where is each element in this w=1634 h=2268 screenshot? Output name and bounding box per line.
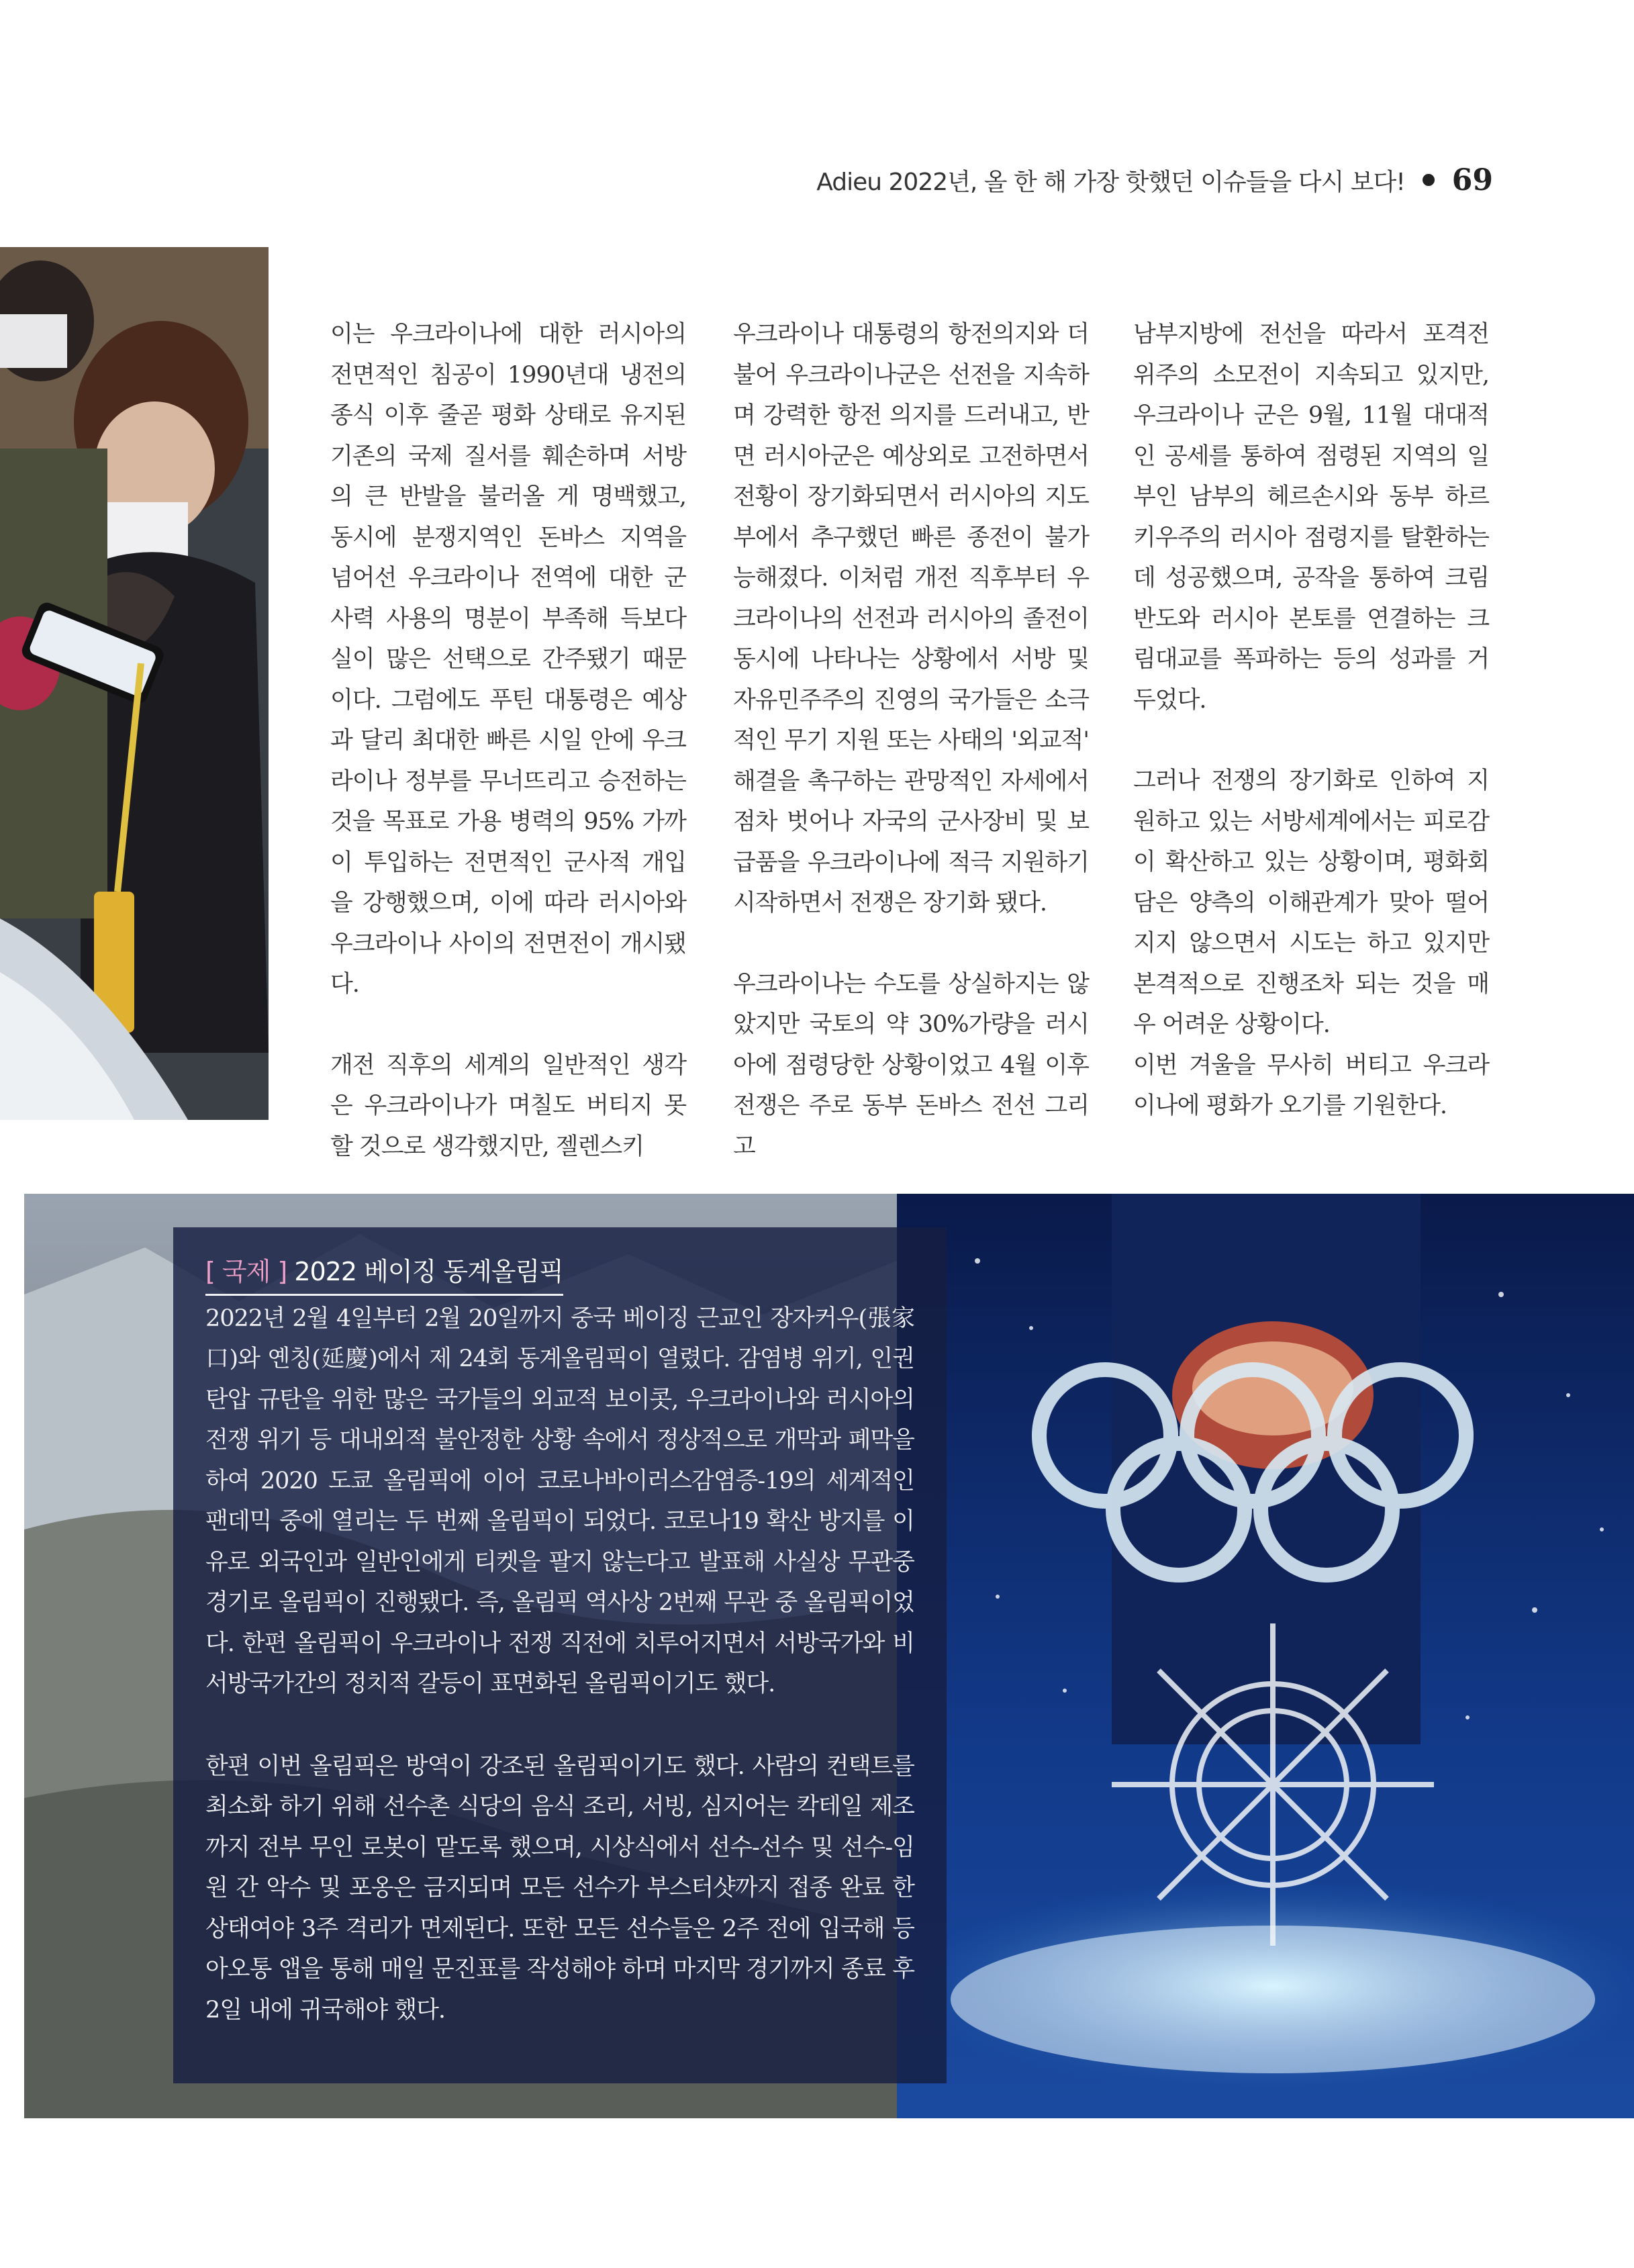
article-paragraph: 남부지방에 전선을 따라서 포격전 위주의 소모전이 지속되고 있지만, 우크라이나 군은 9월, 11월 대대적인 공세를 통하여 점령된 지역의 일부인 남부의 헤르손시와 동부 하르키우주의 러시아 점령지를 탈환하는데 성공했으며, 공작을 통하여 크림반도와 러시아 본토를 연결하는 크림대교를 폭파하는 등의 성과를 거두었다. — [1133, 321, 1489, 714]
article-paragraph: 우크라이나 대통령의 항전의지와 더불어 우크라이나군은 선전을 지속하며 강력한 항전 의지를 드러내고, 반면 러시아군은 예상외로 고전하면서 전황이 장기화되면서 러시아의 지도부에서 추구했던 빠른 종전이 불가능해졌다. 이처럼 개전 직후부터 우크라이나의 선전과 러시아의 졸전이 동시에 나타나는 상황에서 서방 및 자유민주주의 진영의 국가들은 소극적인 무기 지원 또는 사태의 '외교적' 해결을 촉구하는 관망적인 자세에서 점차 벗어나 자국의 군사장비 및 보급품을 우크라이나에 적극 지원하기 시작하면서 전쟁은 장기화 됐다. — [733, 321, 1089, 916]
article-paragraph: 개전 직후의 세계의 일반적인 생각은 우크라이나가 며칠도 버티지 못할 것으로 생각했지만, 젤렌스키 — [330, 1051, 686, 1160]
article-column-1 — [330, 314, 686, 1167]
article-column-2 — [733, 314, 1089, 1167]
box-paragraph: 한편 이번 올림픽은 방역이 강조된 올림픽이기도 했다. 사람의 컨택트를 최소화 하기 위해 선수촌 식당의 음식 조리, 서빙, 심지어는 칵테일 제조까지 전부 무인 로봇이 맡도록 했으며, 시상식에서 선수-선수 및 선수-임원 간 악수 및 포옹은 금지되며 모든 선수가 부스터샷까지 접종 완료 한 상태여야 3주 격리가 면제된다. 또한 모든 선수들은 2주 전에 입국해 등아오통 앱을 통해 매일 문진표를 작성해야 하며 마지막 경기까지 종료 후 2일 내에 귀국해야 했다. — [205, 1752, 914, 2024]
article-paragraph: 그러나 전쟁의 장기화로 인하여 지원하고 있는 서방세계에서는 피로감이 확산하고 있는 상황이며, 평화회담은 양측의 이해관계가 맞아 떨어지지 않으면서 시도는 하고 있지만 본격적으로 진행조차 되는 것을 매우 어려운 상황이다. — [1133, 767, 1489, 1038]
crowd-photo — [0, 247, 269, 1120]
bullet-icon — [1423, 174, 1435, 186]
page-number: 69 — [1451, 162, 1493, 197]
box-title: 2022 베이징 동계올림픽 — [294, 1257, 563, 1286]
article-column-3 — [1133, 314, 1489, 1127]
box-paragraph: 2022년 2월 4일부터 2월 20일까지 중국 베이징 근교인 장자커우(張家口)와 옌칭(延慶)에서 제 24회 동계올림픽이 열렸다. 감염병 위기, 인권 탄압 규탄을 위한 많은 국가들의 외교적 보이콧, 우크라이나와 러시아의 전쟁 위기 등 대내외적 불안정한 상황 속에서 정상적으로 개막과 폐막을 하여 2020 도쿄 올림픽에 이어 코로나바이러스감염증-19의 세계적인 팬데믹 중에 열리는 두 번째 올림픽이 되었다. 코로나19 확산 방지를 이유로 외국인과 일반인에게 티켓을 팔지 않는다고 발표해 사실상 무관중 경기로 올림픽이 진행됐다. 즉, 올림픽 역사상 2번째 무관 중 올림픽이었다. 한편 올림픽이 우크라이나 전쟁 직전에 치루어지면서 서방국가와 비서방국가간의 정치적 갈등이 표면화된 올림픽이기도 했다. — [205, 1305, 914, 1697]
olympics-text-box — [173, 1227, 947, 2083]
olympics-feature — [24, 1194, 1634, 2118]
article-paragraph: 이는 우크라이나에 대한 러시아의 전면적인 침공이 1990년대 냉전의 종식 이후 줄곧 평화 상태로 유지된 기존의 국제 질서를 훼손하며 서방의 큰 반발을 불러올 게 명백했고, 동시에 분쟁지역인 돈바스 지역을 넘어선 우크라이나 전역에 대한 군사력 사용의 명분이 부족해 득보다 실이 많은 선택으로 간주됐기 때문이다. 그럼에도 푸틴 대통령은 예상과 달리 최대한 빠른 시일 안에 우크라이나 정부를 무너뜨리고 승전하는 것을 목표로 가용 병력의 95% 가까이 투입하는 전면적인 군사적 개입을 강행했으며, 이에 따라 러시아와 우크라이나 사이의 전면전이 개시됐다. — [330, 321, 686, 998]
article-paragraph: 이번 겨울을 무사히 버티고 우크라이나에 평화가 오기를 기원한다. — [1133, 1051, 1489, 1119]
box-heading — [205, 1251, 563, 1296]
article-paragraph: 우크라이나는 수도를 상실하지는 않았지만 국토의 약 30%가량을 러시아에 점령당한 상황이었고 4월 이후 전쟁은 주로 동부 돈바스 전선 그리고 — [733, 970, 1089, 1160]
running-header — [816, 160, 1493, 200]
category-tag: [ 국제 ] — [205, 1257, 287, 1286]
header-title: Adieu 2022년, 올 한 해 가장 핫했던 이슈들을 다시 보다! — [816, 168, 1405, 196]
